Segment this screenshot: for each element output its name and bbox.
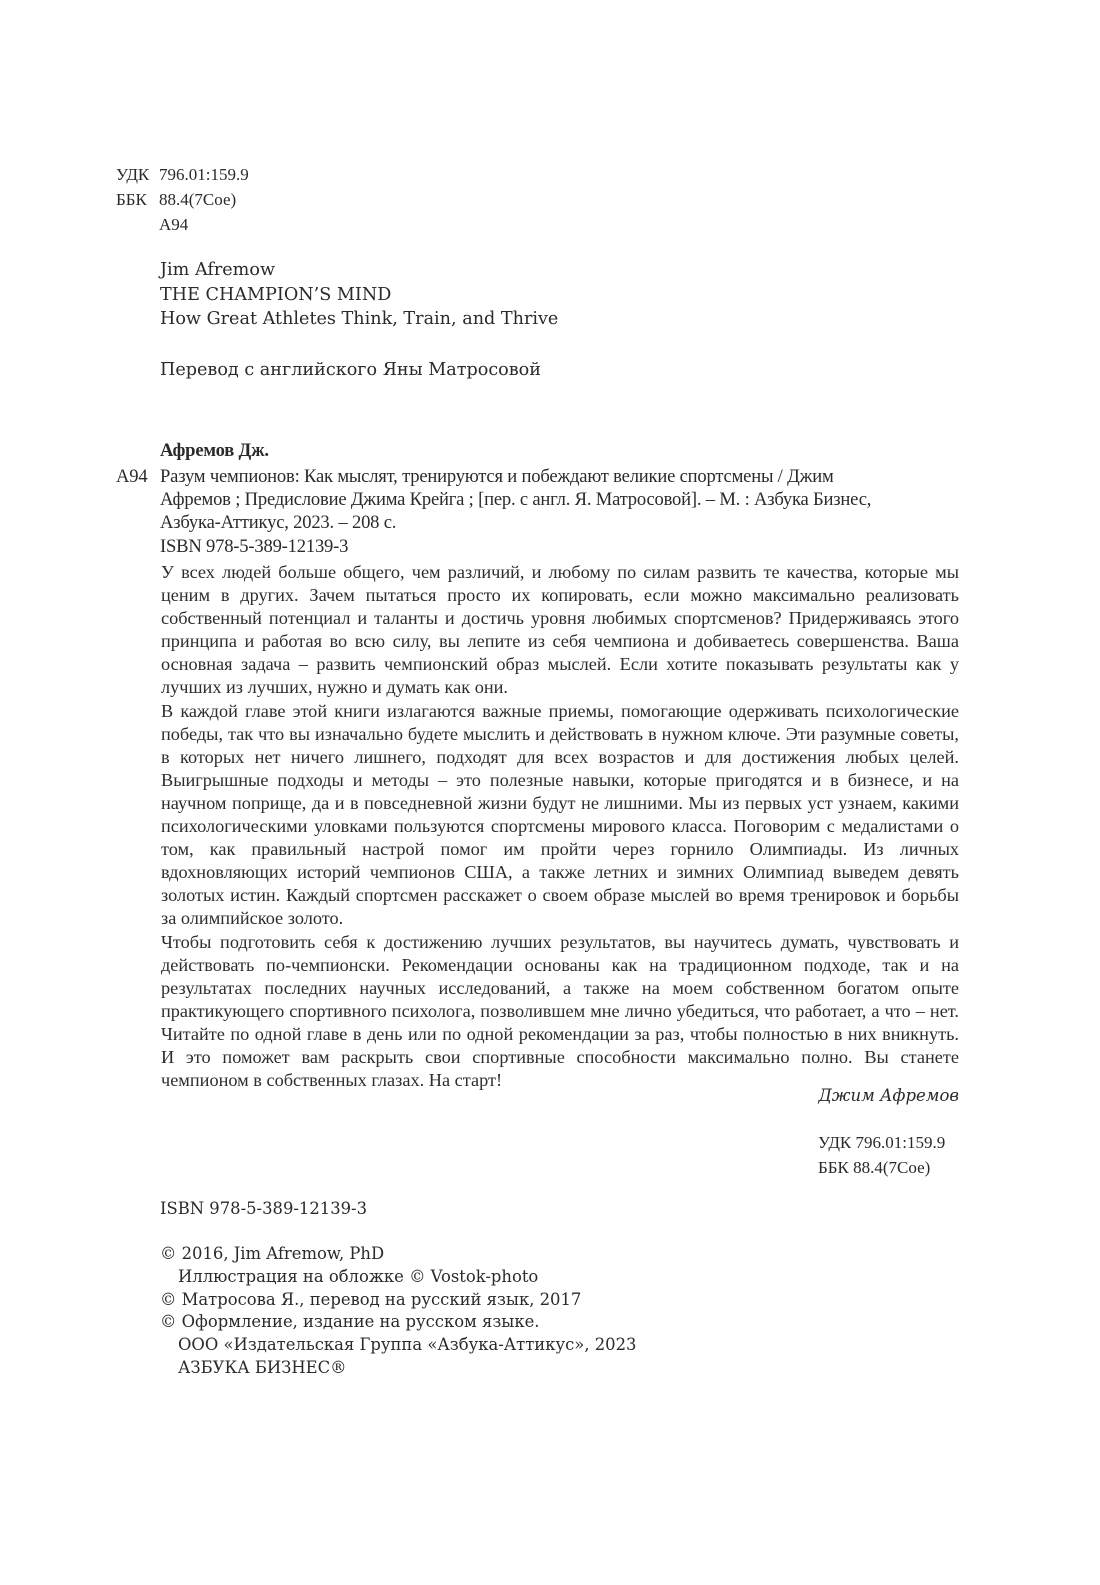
bbk-label: ББК (116, 190, 147, 209)
annotation-paragraph: Чтобы подготовить себя к достижению лучших результатов, вы научитесь думать, чувствовать и действовать по-чемпионски. Рекомендации основаны как на традиционном подходе, так и на результатах последних научных исследований, а также на моем собственном богатом опыте практикующего спортивного психолога, позволившем мне лично убедиться, что работает, а что – нет. Читайте по одной главе в день или по одной рекомендации за раз, чтобы полностью в них вникнуть. И это поможет вам раскрыть свои спортивные способности максимально полно. Вы станете чемпионом в собственных глазах. На старт! (161, 931, 959, 1091)
copyright-line: © 2016, Jim Afremow, PhD (160, 1244, 385, 1263)
isbn: ISBN 978-5-389-12139-3 (160, 1199, 368, 1218)
annotation-signature: Джим Афремов (818, 1086, 959, 1105)
publisher-imprint: АЗБУКА БИЗНЕС® (178, 1357, 347, 1377)
bbk-value: 88.4(7Сое) (159, 190, 237, 209)
annotation-paragraph: У всех людей больше общего, чем различий, и любому по силам развить те качества, которые мы ценим в других. Зачем пытаться просто их копировать, если можно максимально реализовать собственный потенциал и таланты и достичь уровня любимых спортсменов? Придерживаясь этого принципа и работая во всю силу, вы лепите из себя чемпиона и добиваетесь совершенства. Ваша основная задача – развить чемпионский образ мыслей. Если хотите показывать результаты как у лучших из лучших, нужно и думать как они. (161, 562, 959, 698)
bbk-label: ББК (818, 1158, 849, 1177)
copyright-line: Иллюстрация на обложке © Vostok-photo (178, 1266, 539, 1286)
copyright-block (160, 1243, 636, 1380)
annotation (161, 561, 959, 1092)
author-mark-row (116, 212, 249, 237)
classification-top (116, 162, 249, 237)
udk-value: 796.01:159.9 (159, 165, 249, 184)
bib-line: Афремов ; Предисловие Джима Крейга ; [пер. с англ. Я. Матросовой]. – М. : Азбука Бизнес, (160, 489, 872, 511)
translation-note: Перевод с английского Яны Матросовой (160, 360, 541, 380)
bbk-row (818, 1155, 945, 1180)
bib-line: Разум чемпионов: Как мыслят, тренируются и побеждают великие спортсмены / Джим (160, 466, 834, 487)
original-title: THE CHAMPION’S MIND (160, 284, 392, 305)
udk-row (116, 162, 249, 187)
original-author: Jim Afremow (160, 260, 276, 280)
bbk-row (116, 187, 249, 212)
copyright-line: © Матросова Я., перевод на русский язык, 2017 (160, 1289, 582, 1309)
annotation-paragraph: В каждой главе этой книги излагаются важные приемы, помогающие одерживать психологические победы, так что вы изначально будете мыслить и действовать в нужном ключе. Эти разумные советы, в которых нет ничего лишнего, подходят для всех возрастов и для достижения любых целей. Выигрышные подходы и методы – это полезные навыки, которые пригодятся и в бизнесе, и на научном поприще, да и в повседневной жизни будут не лишними. Мы из первых уст узнаем, какими психологическими уловками пользуются спортсмены мирового класса. Поговорим с медалистами о том, как правильный настрой помог им пройти через горнило Олимпиады. Из личных вдохновляющих историй чемпионов США, а также летних и зимних Олимпиад выведем девять золотых истин. Каждый спортсмен расскажет о своем образе мыслей во время тренировок и борьбы за олимпийское золото. (161, 700, 959, 929)
udk-value: 796.01:159.9 (855, 1133, 946, 1152)
udk-label: УДК (116, 165, 150, 184)
bbk-value: 88.4(7Сое) (853, 1158, 931, 1177)
original-edition (160, 258, 558, 332)
bib-isbn: ISBN 978-5-389-12139-3 (160, 535, 349, 557)
author-mark: А94 (159, 215, 189, 234)
bib-author-mark: А94 (116, 466, 148, 487)
original-subtitle: How Great Athletes Think, Train, and Thrive (160, 309, 559, 329)
bib-record (160, 465, 871, 558)
udk-row (818, 1130, 945, 1155)
bib-line: Азбука-Аттикус, 2023. – 208 с. (160, 512, 397, 534)
udk-label: УДК (818, 1133, 852, 1152)
classification-bottom (818, 1130, 945, 1180)
copyright-line: © Оформление, издание на русском языке. (160, 1312, 540, 1332)
copyright-line: ООО «Издательская Группа «Азбука-Аттикус», 2023 (178, 1335, 637, 1355)
bib-heading: Афремов Дж. (160, 440, 269, 461)
